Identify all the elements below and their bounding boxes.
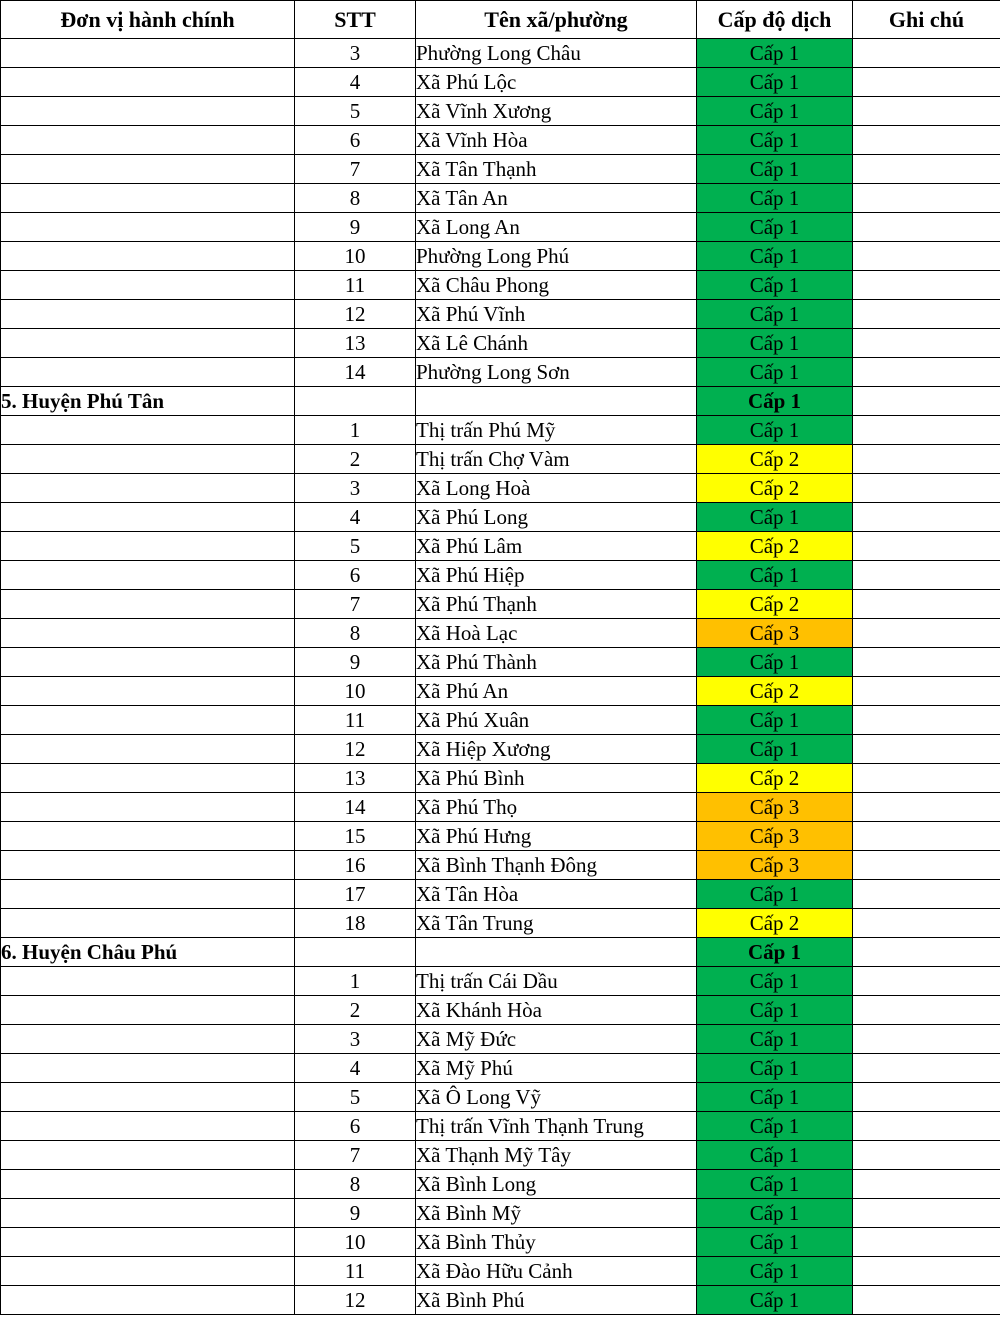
commune-name-cell: Xã Khánh Hòa	[416, 996, 697, 1025]
stt-cell: 6	[295, 561, 416, 590]
level-cell: Cấp 1	[697, 996, 853, 1025]
level-cell: Cấp 1	[697, 1025, 853, 1054]
commune-name-cell: Xã Bình Mỹ	[416, 1199, 697, 1228]
stt-cell: 11	[295, 1257, 416, 1286]
stt-cell: 13	[295, 764, 416, 793]
level-cell: Cấp 2	[697, 909, 853, 938]
level-cell: Cấp 2	[697, 474, 853, 503]
commune-name-cell: Xã Tân An	[416, 184, 697, 213]
commune-name-cell: Xã Phú Thạnh	[416, 590, 697, 619]
district-row	[1, 387, 1000, 416]
level-cell: Cấp 1	[697, 329, 853, 358]
table-row	[1, 271, 1000, 300]
level-cell: Cấp 1	[697, 1054, 853, 1083]
level-cell: Cấp 1	[697, 1228, 853, 1257]
level-cell: Cấp 1	[697, 967, 853, 996]
level-cell: Cấp 1	[697, 1141, 853, 1170]
level-cell: Cấp 1	[697, 300, 853, 329]
commune-name-cell: Xã Tân Hòa	[416, 880, 697, 909]
note-cell	[853, 1257, 1000, 1286]
note-cell	[853, 1228, 1000, 1257]
commune-name-cell: Xã Phú Lộc	[416, 68, 697, 97]
stt-cell: 7	[295, 1141, 416, 1170]
commune-name-cell: Xã Thạnh Mỹ Tây	[416, 1141, 697, 1170]
stt-cell: 4	[295, 68, 416, 97]
table-row	[1, 880, 1000, 909]
unit-cell	[1, 793, 295, 822]
unit-cell	[1, 445, 295, 474]
table-row	[1, 1199, 1000, 1228]
unit-cell	[1, 1083, 295, 1112]
table-row	[1, 126, 1000, 155]
table-row	[1, 851, 1000, 880]
level-cell: Cấp 3	[697, 793, 853, 822]
commune-name-cell: Xã Lê Chánh	[416, 329, 697, 358]
table-row	[1, 1228, 1000, 1257]
table-row	[1, 1112, 1000, 1141]
level-cell: Cấp 1	[697, 561, 853, 590]
header-unit: Đơn vị hành chính	[1, 1, 295, 39]
stt-cell: 4	[295, 503, 416, 532]
commune-name-cell: Phường Long Sơn	[416, 358, 697, 387]
note-cell	[853, 68, 1000, 97]
unit-cell	[1, 271, 295, 300]
unit-cell	[1, 155, 295, 184]
note-cell	[853, 967, 1000, 996]
table-row	[1, 474, 1000, 503]
unit-cell	[1, 967, 295, 996]
note-cell	[853, 503, 1000, 532]
note-cell	[853, 213, 1000, 242]
stt-cell: 6	[295, 1112, 416, 1141]
note-cell	[853, 1054, 1000, 1083]
stt-cell: 17	[295, 880, 416, 909]
table-row	[1, 561, 1000, 590]
commune-name-cell: Xã Phú Hưng	[416, 822, 697, 851]
unit-cell	[1, 532, 295, 561]
unit-cell	[1, 1054, 295, 1083]
table-row	[1, 706, 1000, 735]
table-row	[1, 416, 1000, 445]
table-row	[1, 822, 1000, 851]
note-cell	[853, 1112, 1000, 1141]
stt-cell: 12	[295, 735, 416, 764]
level-cell: Cấp 1	[697, 880, 853, 909]
commune-name-cell: Xã Phú Bình	[416, 764, 697, 793]
note-cell	[853, 880, 1000, 909]
level-cell: Cấp 1	[697, 126, 853, 155]
table-row	[1, 184, 1000, 213]
stt-cell: 16	[295, 851, 416, 880]
header-level: Cấp độ dịch	[697, 1, 853, 39]
level-cell: Cấp 1	[697, 938, 853, 967]
stt-cell: 9	[295, 648, 416, 677]
table-row	[1, 68, 1000, 97]
note-cell	[853, 1170, 1000, 1199]
stt-cell: 8	[295, 1170, 416, 1199]
stt-cell: 14	[295, 358, 416, 387]
unit-cell	[1, 97, 295, 126]
table-row	[1, 677, 1000, 706]
commune-name-cell: Xã Phú Thọ	[416, 793, 697, 822]
note-cell	[853, 387, 1000, 416]
unit-cell	[1, 677, 295, 706]
commune-name-cell: Xã Hoà Lạc	[416, 619, 697, 648]
commune-name-cell: Xã Bình Thủy	[416, 1228, 697, 1257]
note-cell	[853, 155, 1000, 184]
commune-name-cell: Xã Mỹ Đức	[416, 1025, 697, 1054]
stt-cell: 9	[295, 213, 416, 242]
table-row	[1, 1286, 1000, 1315]
stt-cell: 5	[295, 532, 416, 561]
note-cell	[853, 271, 1000, 300]
commune-name-cell: Xã Long An	[416, 213, 697, 242]
note-cell	[853, 648, 1000, 677]
table-row	[1, 155, 1000, 184]
unit-cell	[1, 996, 295, 1025]
table-row	[1, 619, 1000, 648]
commune-name-cell: Xã Phú Xuân	[416, 706, 697, 735]
stt-cell: 4	[295, 1054, 416, 1083]
header-row	[1, 1, 1000, 39]
unit-cell	[1, 706, 295, 735]
commune-name-cell	[416, 387, 697, 416]
unit-cell	[1, 822, 295, 851]
stt-cell: 15	[295, 822, 416, 851]
unit-cell	[1, 735, 295, 764]
note-cell	[853, 1286, 1000, 1315]
unit-cell	[1, 909, 295, 938]
note-cell	[853, 445, 1000, 474]
note-cell	[853, 1025, 1000, 1054]
commune-name-cell: Xã Phú Thành	[416, 648, 697, 677]
unit-cell	[1, 503, 295, 532]
level-cell: Cấp 1	[697, 1257, 853, 1286]
table-row	[1, 445, 1000, 474]
stt-cell: 1	[295, 967, 416, 996]
commune-name-cell: Xã Đào Hữu Cảnh	[416, 1257, 697, 1286]
table-row	[1, 242, 1000, 271]
level-cell: Cấp 2	[697, 445, 853, 474]
commune-name-cell: Xã Châu Phong	[416, 271, 697, 300]
header-note: Ghi chú	[853, 1, 1000, 39]
note-cell	[853, 1083, 1000, 1112]
level-cell: Cấp 1	[697, 1286, 853, 1315]
table-row	[1, 300, 1000, 329]
table-row	[1, 97, 1000, 126]
level-cell: Cấp 1	[697, 1083, 853, 1112]
level-cell: Cấp 2	[697, 677, 853, 706]
note-cell	[853, 300, 1000, 329]
stt-cell: 10	[295, 1228, 416, 1257]
level-cell: Cấp 1	[697, 97, 853, 126]
commune-name-cell: Xã Bình Phú	[416, 1286, 697, 1315]
level-cell: Cấp 3	[697, 619, 853, 648]
commune-name-cell: Xã Hiệp Xương	[416, 735, 697, 764]
commune-name-cell: Xã Phú An	[416, 677, 697, 706]
note-cell	[853, 126, 1000, 155]
stt-cell: 3	[295, 474, 416, 503]
table-row	[1, 1083, 1000, 1112]
commune-name-cell: Xã Vĩnh Hòa	[416, 126, 697, 155]
unit-cell	[1, 1170, 295, 1199]
unit-cell	[1, 242, 295, 271]
unit-cell	[1, 184, 295, 213]
unit-cell	[1, 590, 295, 619]
note-cell	[853, 822, 1000, 851]
table-body	[1, 39, 1000, 1315]
table-row	[1, 213, 1000, 242]
table-row	[1, 967, 1000, 996]
stt-cell: 7	[295, 590, 416, 619]
note-cell	[853, 39, 1000, 68]
commune-name-cell: Xã Vĩnh Xương	[416, 97, 697, 126]
stt-cell: 8	[295, 619, 416, 648]
level-cell: Cấp 1	[697, 358, 853, 387]
note-cell	[853, 793, 1000, 822]
unit-cell	[1, 1112, 295, 1141]
stt-cell: 18	[295, 909, 416, 938]
unit-cell	[1, 474, 295, 503]
stt-cell: 5	[295, 97, 416, 126]
note-cell	[853, 735, 1000, 764]
commune-name-cell: Xã Long Hoà	[416, 474, 697, 503]
commune-name-cell: Xã Mỹ Phú	[416, 1054, 697, 1083]
commune-name-cell: Thị trấn Chợ Vàm	[416, 445, 697, 474]
note-cell	[853, 184, 1000, 213]
commune-name-cell: Xã Phú Vĩnh	[416, 300, 697, 329]
unit-cell: 6. Huyện Châu Phú	[1, 938, 295, 967]
level-cell: Cấp 1	[697, 503, 853, 532]
stt-cell: 11	[295, 271, 416, 300]
commune-name-cell	[416, 938, 697, 967]
unit-cell	[1, 880, 295, 909]
table-row	[1, 1141, 1000, 1170]
table-row	[1, 39, 1000, 68]
unit-cell	[1, 1025, 295, 1054]
level-cell: Cấp 2	[697, 590, 853, 619]
table-row	[1, 1257, 1000, 1286]
stt-cell: 10	[295, 677, 416, 706]
commune-name-cell: Xã Ô Long Vỹ	[416, 1083, 697, 1112]
note-cell	[853, 706, 1000, 735]
unit-cell	[1, 329, 295, 358]
table-row	[1, 909, 1000, 938]
stt-cell: 1	[295, 416, 416, 445]
table-row	[1, 764, 1000, 793]
stt-cell: 6	[295, 126, 416, 155]
table-row	[1, 503, 1000, 532]
note-cell	[853, 996, 1000, 1025]
level-cell: Cấp 2	[697, 764, 853, 793]
level-cell: Cấp 1	[697, 213, 853, 242]
table-row	[1, 996, 1000, 1025]
level-cell: Cấp 1	[697, 39, 853, 68]
stt-cell: 5	[295, 1083, 416, 1112]
table-row	[1, 1054, 1000, 1083]
level-cell: Cấp 3	[697, 851, 853, 880]
stt-cell: 2	[295, 445, 416, 474]
commune-name-cell: Xã Phú Hiệp	[416, 561, 697, 590]
level-cell: Cấp 1	[697, 387, 853, 416]
commune-name-cell: Xã Bình Thạnh Đông	[416, 851, 697, 880]
commune-name-cell: Xã Tân Thạnh	[416, 155, 697, 184]
commune-name-cell: Xã Tân Trung	[416, 909, 697, 938]
unit-cell	[1, 851, 295, 880]
level-cell: Cấp 2	[697, 532, 853, 561]
level-cell: Cấp 1	[697, 271, 853, 300]
commune-name-cell: Thị trấn Vĩnh Thạnh Trung	[416, 1112, 697, 1141]
unit-cell	[1, 300, 295, 329]
commune-name-cell: Thị trấn Phú Mỹ	[416, 416, 697, 445]
level-cell: Cấp 1	[697, 648, 853, 677]
header-stt: STT	[295, 1, 416, 39]
commune-name-cell: Xã Bình Long	[416, 1170, 697, 1199]
table-row	[1, 329, 1000, 358]
note-cell	[853, 532, 1000, 561]
unit-cell	[1, 416, 295, 445]
header-name: Tên xã/phường	[416, 1, 697, 39]
unit-cell	[1, 213, 295, 242]
stt-cell: 9	[295, 1199, 416, 1228]
stt-cell: 2	[295, 996, 416, 1025]
district-row	[1, 938, 1000, 967]
level-cell: Cấp 1	[697, 735, 853, 764]
table-row	[1, 1170, 1000, 1199]
stt-cell: 12	[295, 1286, 416, 1315]
table-row	[1, 532, 1000, 561]
unit-cell	[1, 358, 295, 387]
note-cell	[853, 619, 1000, 648]
unit-cell	[1, 764, 295, 793]
level-cell: Cấp 1	[697, 242, 853, 271]
unit-cell	[1, 1257, 295, 1286]
table-row	[1, 735, 1000, 764]
unit-cell	[1, 1141, 295, 1170]
stt-cell	[295, 938, 416, 967]
level-cell: Cấp 1	[697, 1199, 853, 1228]
level-cell: Cấp 1	[697, 1170, 853, 1199]
level-cell: Cấp 1	[697, 68, 853, 97]
note-cell	[853, 938, 1000, 967]
table-row	[1, 1025, 1000, 1054]
note-cell	[853, 1199, 1000, 1228]
stt-cell: 11	[295, 706, 416, 735]
unit-cell	[1, 1199, 295, 1228]
commune-name-cell: Thị trấn Cái Dầu	[416, 967, 697, 996]
table-row	[1, 358, 1000, 387]
stt-cell: 3	[295, 39, 416, 68]
note-cell	[853, 909, 1000, 938]
note-cell	[853, 561, 1000, 590]
stt-cell: 12	[295, 300, 416, 329]
stt-cell	[295, 387, 416, 416]
note-cell	[853, 590, 1000, 619]
note-cell	[853, 416, 1000, 445]
stt-cell: 8	[295, 184, 416, 213]
stt-cell: 7	[295, 155, 416, 184]
level-cell: Cấp 1	[697, 1112, 853, 1141]
unit-cell	[1, 648, 295, 677]
unit-cell	[1, 619, 295, 648]
commune-name-cell: Phường Long Phú	[416, 242, 697, 271]
level-cell: Cấp 1	[697, 416, 853, 445]
note-cell	[853, 358, 1000, 387]
stt-cell: 3	[295, 1025, 416, 1054]
level-cell: Cấp 1	[697, 706, 853, 735]
note-cell	[853, 851, 1000, 880]
stt-cell: 13	[295, 329, 416, 358]
stt-cell: 14	[295, 793, 416, 822]
table-row	[1, 648, 1000, 677]
table-row	[1, 793, 1000, 822]
note-cell	[853, 97, 1000, 126]
unit-cell	[1, 1286, 295, 1315]
unit-cell	[1, 68, 295, 97]
commune-name-cell: Phường Long Châu	[416, 39, 697, 68]
note-cell	[853, 242, 1000, 271]
table-row	[1, 590, 1000, 619]
note-cell	[853, 474, 1000, 503]
unit-cell	[1, 561, 295, 590]
unit-cell	[1, 126, 295, 155]
level-cell: Cấp 1	[697, 155, 853, 184]
commune-name-cell: Xã Phú Lâm	[416, 532, 697, 561]
note-cell	[853, 329, 1000, 358]
unit-cell	[1, 1228, 295, 1257]
note-cell	[853, 677, 1000, 706]
note-cell	[853, 764, 1000, 793]
unit-cell: 5. Huyện Phú Tân	[1, 387, 295, 416]
level-cell: Cấp 3	[697, 822, 853, 851]
level-cell: Cấp 1	[697, 184, 853, 213]
unit-cell	[1, 39, 295, 68]
stt-cell: 10	[295, 242, 416, 271]
commune-name-cell: Xã Phú Long	[416, 503, 697, 532]
note-cell	[853, 1141, 1000, 1170]
